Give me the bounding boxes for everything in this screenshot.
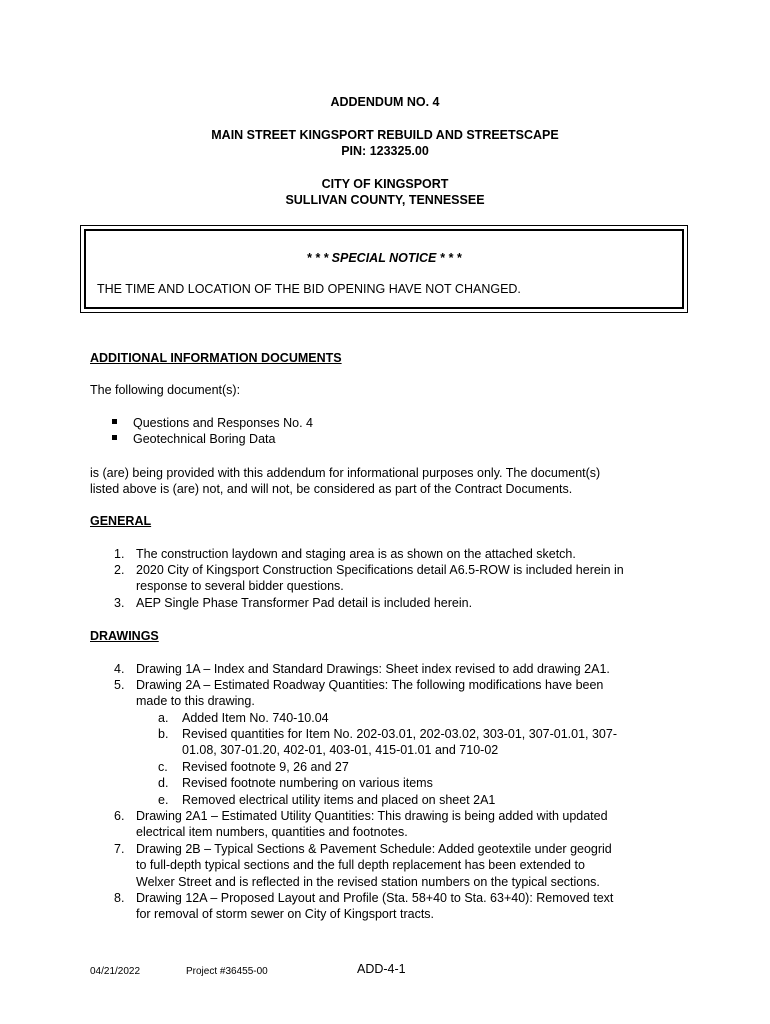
special-notice-box bbox=[80, 225, 688, 313]
bullet-text: Questions and Responses No. 4 bbox=[133, 416, 313, 430]
drawings-item-5: 5. Drawing 2A – Estimated Roadway Quantities: The following modifications have been made to this drawing. bbox=[114, 678, 604, 709]
drawings-subitem-c: c. Revised footnote 9, 26 and 27 bbox=[158, 760, 349, 774]
general-item-1: 1. The construction laydown and staging area is as shown on the attached sketch. bbox=[114, 547, 576, 561]
additional-info-paragraph-line: is (are) being provided with this addendum for informational purposes only. The document(s) bbox=[90, 466, 601, 480]
additional-info-paragraph-line: listed above is (are) not, and will not, be considered as part of the Contract Documents. bbox=[90, 482, 573, 496]
footer-project: Project #36455-00 bbox=[186, 966, 268, 977]
drawings-item-6: 6. Drawing 2A1 – Estimated Utility Quantities: This drawing is being added with updated electrical item numbers, quantities and footnotes. bbox=[114, 809, 608, 840]
addendum-title: ADDENDUM NO. 4 bbox=[330, 95, 440, 109]
drawings-item-8: 8. Drawing 12A – Proposed Layout and Profile (Sta. 58+40 to Sta. 63+40): Removed text for removal of storm sewer on City of Kingsport tracts. bbox=[114, 891, 614, 922]
bullet-square-icon bbox=[112, 435, 117, 440]
drawings-heading: DRAWINGS bbox=[90, 629, 159, 643]
drawings-subitem-a: a. Added Item No. 740-10.04 bbox=[158, 711, 329, 725]
additional-info-intro: The following document(s): bbox=[90, 383, 241, 397]
special-notice-text: THE TIME AND LOCATION OF THE BID OPENING HAVE NOT CHANGED. bbox=[97, 282, 521, 296]
footer-date: 04/21/2022 bbox=[90, 966, 141, 977]
drawings-item-7: 7. Drawing 2B – Typical Sections & Pavement Schedule: Added geotextile under geogrid to full-depth typical sections and the full depth replacement has been extended to Welxer Street and is reflected in the revised station numbers on the typical sections. bbox=[114, 842, 612, 889]
project-title: MAIN STREET KINGSPORT REBUILD AND STREETSCAPE bbox=[211, 128, 559, 142]
county-name: SULLIVAN COUNTY, TENNESSEE bbox=[285, 193, 485, 207]
bullet-text: Geotechnical Boring Data bbox=[133, 432, 276, 446]
drawings-subitem-e: e. Removed electrical utility items and placed on sheet 2A1 bbox=[158, 793, 496, 807]
drawings-item-4: 4. Drawing 1A – Index and Standard Drawings: Sheet index revised to add drawing 2A1. bbox=[114, 662, 610, 676]
drawings-subitem-b: b. Revised quantities for Item No. 202-03.01, 202-03.02, 303-01, 307-01.01, 307- 01.08, 307-01.20, 402-01, 403-01, 415-01.01 and 710-02 bbox=[158, 727, 618, 758]
general-item-2: 2. 2020 City of Kingsport Construction Specifications detail A6.5-ROW is included herein in response to several bidder questions. bbox=[114, 563, 624, 594]
pin-number: PIN: 123325.00 bbox=[341, 144, 429, 158]
general-item-3: 3. AEP Single Phase Transformer Pad detail is included herein. bbox=[114, 596, 473, 610]
special-notice-title: * * * SPECIAL NOTICE * * * bbox=[306, 251, 462, 265]
bullet-item bbox=[112, 415, 313, 432]
bullet-square-icon bbox=[112, 419, 117, 424]
general-heading: GENERAL bbox=[90, 514, 152, 528]
footer-page-number: ADD-4-1 bbox=[357, 962, 406, 976]
special-notice-inner-border bbox=[84, 229, 684, 309]
drawings-subitem-d: d. Revised footnote numbering on various items bbox=[158, 776, 433, 790]
city-name: CITY OF KINGSPORT bbox=[321, 177, 449, 191]
bullet-item bbox=[112, 431, 275, 448]
additional-info-heading: ADDITIONAL INFORMATION DOCUMENTS bbox=[90, 351, 342, 365]
